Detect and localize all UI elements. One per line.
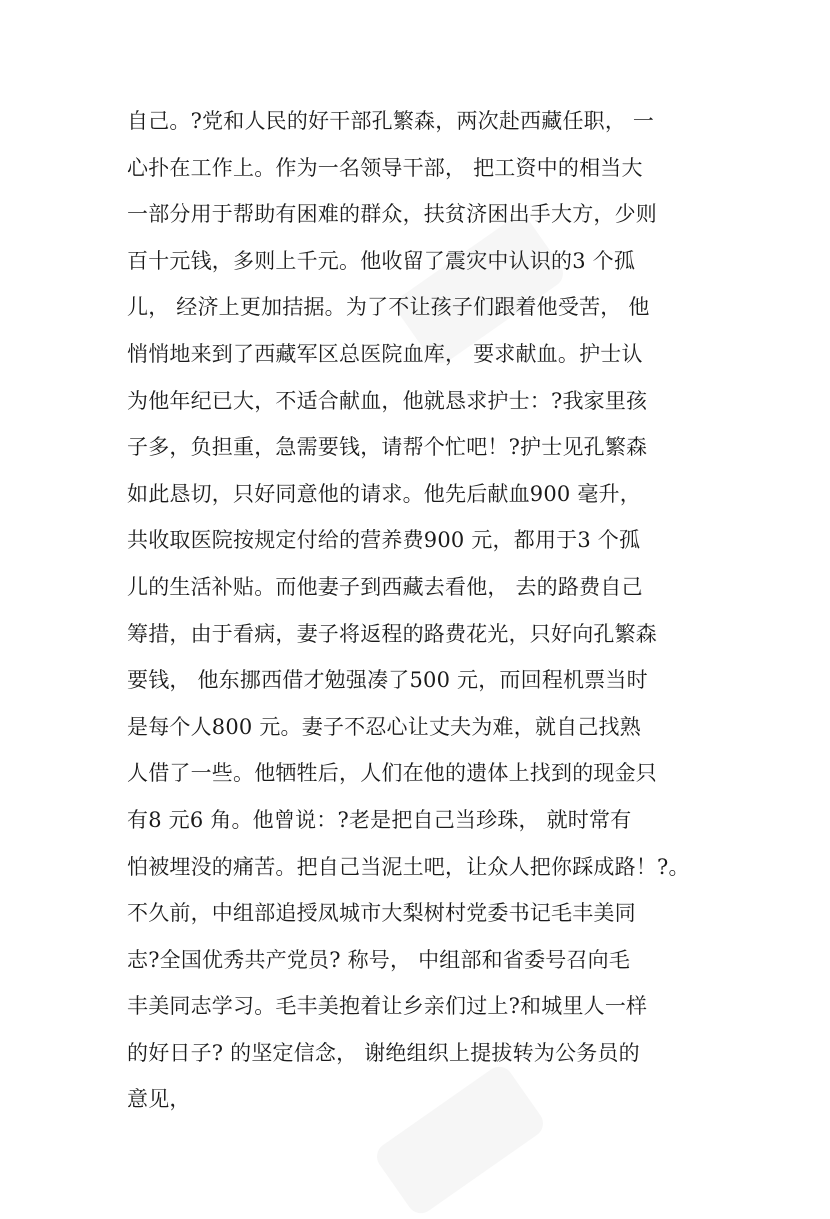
text-line: 丰美同志学习。毛丰美抱着让乡亲们过上?和城里人一样 bbox=[127, 994, 648, 1019]
text-line: 怕被埋没的痛苦。把自己当泥土吧，让众人把你踩成路！?。 bbox=[127, 854, 690, 879]
text-line: 自己。?党和人民的好干部孔繁森，两次赴西藏任职， 一 bbox=[127, 109, 655, 133]
text-line: 为他年纪已大，不适合献血，他就恳求护士：?我家里孩 bbox=[127, 388, 648, 413]
text-line: 百十元钱，多则上千元。他收留了震灾中认识的3 个孤 bbox=[127, 248, 636, 273]
text-line: 是每个人800 元。妻子不忍心让丈夫为难，就自己找熟 bbox=[127, 714, 641, 739]
text-line: 不久前，中组部追授凤城市大梨树村党委书记毛丰美同 bbox=[127, 901, 636, 926]
text-line: 子多，负担重，急需要钱，请帮个忙吧！?护士见孔繁森 bbox=[127, 435, 648, 460]
text-line: 意见， bbox=[127, 1087, 191, 1112]
text-line: 一部分用于帮助有困难的群众，扶贫济困出手大方，少则 bbox=[127, 202, 657, 227]
text-line: 共收取医院按规定付给的营养费900 元，都用于3 个孤 bbox=[127, 528, 641, 553]
text-line: 心扑在工作上。作为一名领导干部， 把工资中的相当大 bbox=[127, 155, 643, 180]
text-line: 志?全国优秀共产党员? 称号， 中组部和省委号召向毛 bbox=[127, 947, 631, 972]
text-line: 如此恳切，只好同意他的请求。他先后献血900 毫升， bbox=[127, 481, 641, 506]
text-line: 有8 元6 角。他曾说：?老是把自己当珍珠， 就时常有 bbox=[127, 807, 632, 832]
body-text bbox=[127, 98, 727, 1123]
text-line: 人借了一些。他牺牲后，人们在他的遗体上找到的现金只 bbox=[127, 761, 657, 786]
text-line: 儿的生活补贴。而他妻子到西藏去看他， 去的路费自己 bbox=[127, 574, 643, 599]
text-line: 要钱， 他东挪西借才勉强凑了500 元，而回程机票当时 bbox=[127, 668, 648, 693]
text-line: 筹措，由于看病，妻子将返程的路费花光，只好向孔繁森 bbox=[127, 621, 657, 646]
text-line: 儿， 经济上更加拮据。为了不让孩子们跟着他受苦， 他 bbox=[127, 295, 650, 320]
text-line: 的好日子? 的坚定信念， 谢绝组织上提拔转为公务员的 bbox=[127, 1040, 640, 1065]
text-line: 悄悄地来到了西藏军区总医院血库， 要求献血。护士认 bbox=[127, 341, 643, 366]
